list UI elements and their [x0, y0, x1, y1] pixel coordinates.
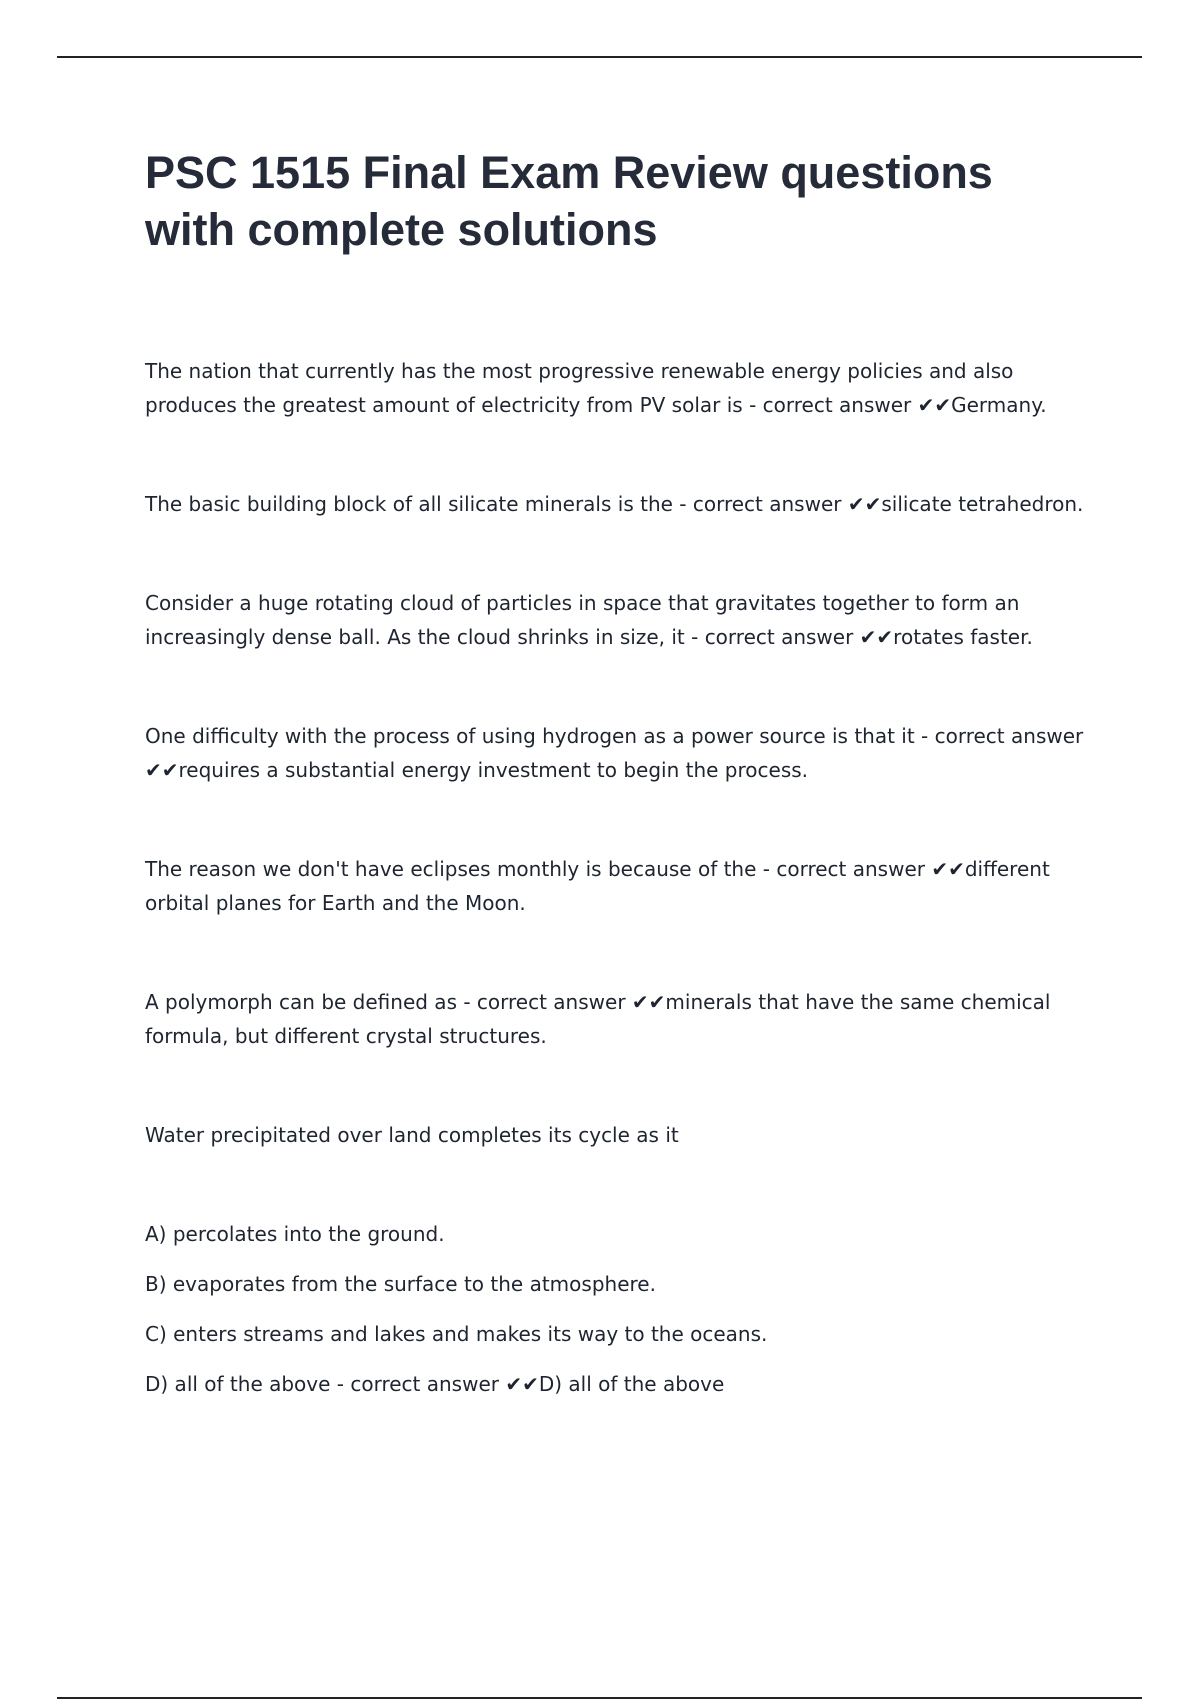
qa-item: The basic building block of all silicate minerals is the - correct answer ✔✔silicate tetrahedron. — [145, 492, 1084, 516]
document-body — [145, 354, 1095, 1417]
mc-option-a: A) percolates into the ground. — [145, 1222, 445, 1246]
qa-item: One difficulty with the process of using hydrogen as a power source is that it - correct answer ✔✔requires a substantial energy investment to begin the process. — [145, 724, 1084, 782]
qa-item: Consider a huge rotating cloud of particles in space that gravitates together to form an increasingly dense ball. As the cloud shrinks in size, it - correct answer ✔✔rotates faster. — [145, 591, 1033, 649]
qa-item: A polymorph can be defined as - correct answer ✔✔minerals that have the same chemical formula, but different crystal structures. — [145, 990, 1051, 1048]
mc-option-b: B) evaporates from the surface to the atmosphere. — [145, 1272, 656, 1296]
top-rule — [57, 56, 1142, 58]
bottom-rule — [57, 1697, 1142, 1699]
document-title: PSC 1515 Final Exam Review questions with complete solutions — [145, 147, 993, 255]
qa-item: The reason we don't have eclipses monthly is because of the - correct answer ✔✔different orbital planes for Earth and the Moon. — [145, 857, 1050, 915]
mc-option-d: D) all of the above - correct answer ✔✔D) all of the above — [145, 1372, 725, 1396]
mc-question-stem: Water precipitated over land completes its cycle as it — [145, 1123, 679, 1147]
qa-item: The nation that currently has the most progressive renewable energy policies and also produces the greatest amount of electricity from PV solar is - correct answer ✔✔Germany. — [145, 359, 1047, 417]
mc-option-c: C) enters streams and lakes and makes its way to the oceans. — [145, 1322, 768, 1346]
